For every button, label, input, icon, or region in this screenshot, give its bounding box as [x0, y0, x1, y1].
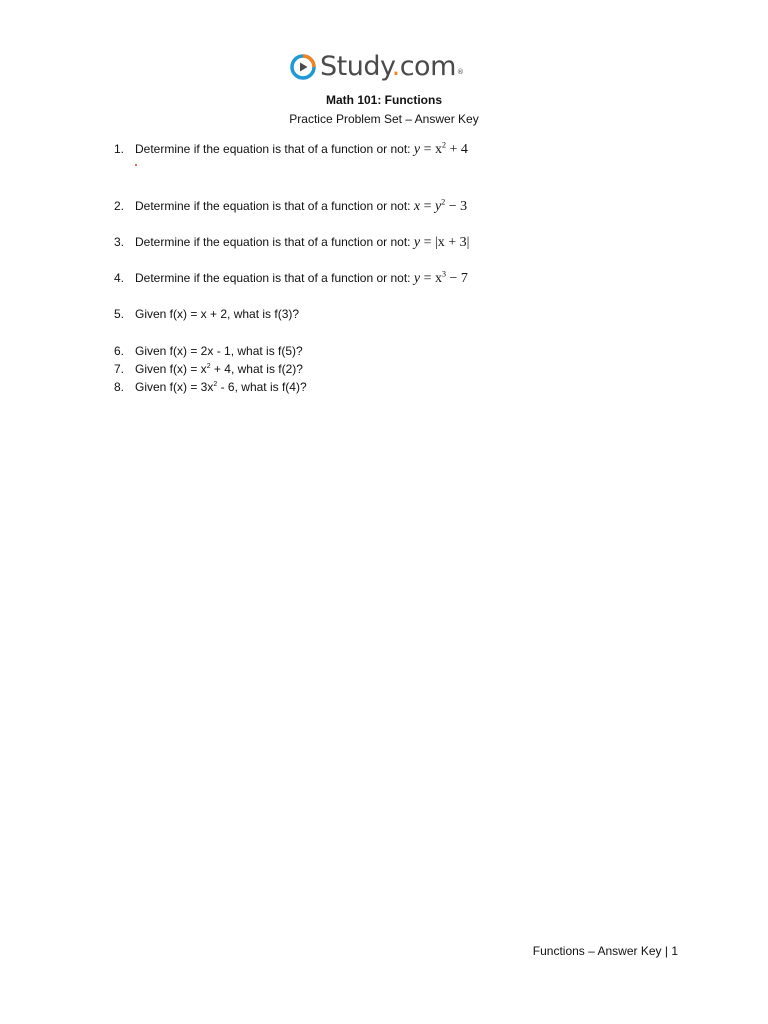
question-text: Given f(x) = x + 2, what is f(3)?	[135, 307, 300, 321]
play-circle-icon	[290, 54, 316, 80]
question-1	[114, 141, 468, 158]
question-text: Determine if the equation is that of a function or not:	[135, 271, 411, 285]
page-number: 1	[671, 944, 678, 958]
question-number: 7.	[114, 362, 125, 376]
question-3	[114, 234, 469, 251]
page-subtitle: Practice Problem Set – Answer Key	[289, 112, 479, 126]
question-number: 3.	[114, 235, 125, 249]
equation: $y = x^2 + 4$	[413, 140, 468, 157]
footer-separator: |	[661, 944, 672, 958]
logo-dot: .	[391, 51, 400, 82]
logo-suffix: com	[399, 51, 456, 82]
question-2	[114, 198, 467, 215]
equation: $y = x^3 - 7$	[413, 269, 468, 286]
footer-text: Functions – Answer Key	[532, 944, 662, 958]
question-8	[114, 379, 307, 395]
registered-mark: ®	[456, 68, 464, 76]
study-com-logo	[290, 51, 463, 83]
question-number: 8.	[114, 380, 125, 394]
question-number: 5.	[114, 307, 125, 321]
question-number: 1.	[114, 142, 125, 156]
page-title: Math 101: Functions	[325, 93, 442, 107]
question-5	[114, 306, 299, 322]
equation: $x = y^2 - 3$	[413, 197, 468, 214]
stray-mark	[135, 164, 137, 166]
logo-brand: Study	[320, 51, 392, 82]
question-number: 6.	[114, 344, 125, 358]
question-text: Determine if the equation is that of a function or not:	[135, 142, 411, 156]
question-text: Determine if the equation is that of a function or not:	[135, 235, 411, 249]
equation: y = |x + 3|	[413, 235, 470, 250]
question-text: Given $f(x) = x^2 + 4$, what is f(2)?	[135, 362, 303, 376]
logo-wordmark	[320, 51, 463, 83]
question-text: Given f(x) = 2x - 1, what is f(5)?	[135, 344, 303, 358]
question-number: 4.	[114, 271, 125, 285]
question-4	[114, 270, 468, 287]
question-text: Given $f(x) = 3x^2 - 6$, what is f(4)?	[135, 380, 307, 394]
question-number: 2.	[114, 199, 125, 213]
question-6	[114, 343, 303, 359]
question-7	[114, 361, 303, 377]
question-text: Determine if the equation is that of a function or not:	[135, 199, 411, 213]
page-footer	[533, 944, 678, 958]
